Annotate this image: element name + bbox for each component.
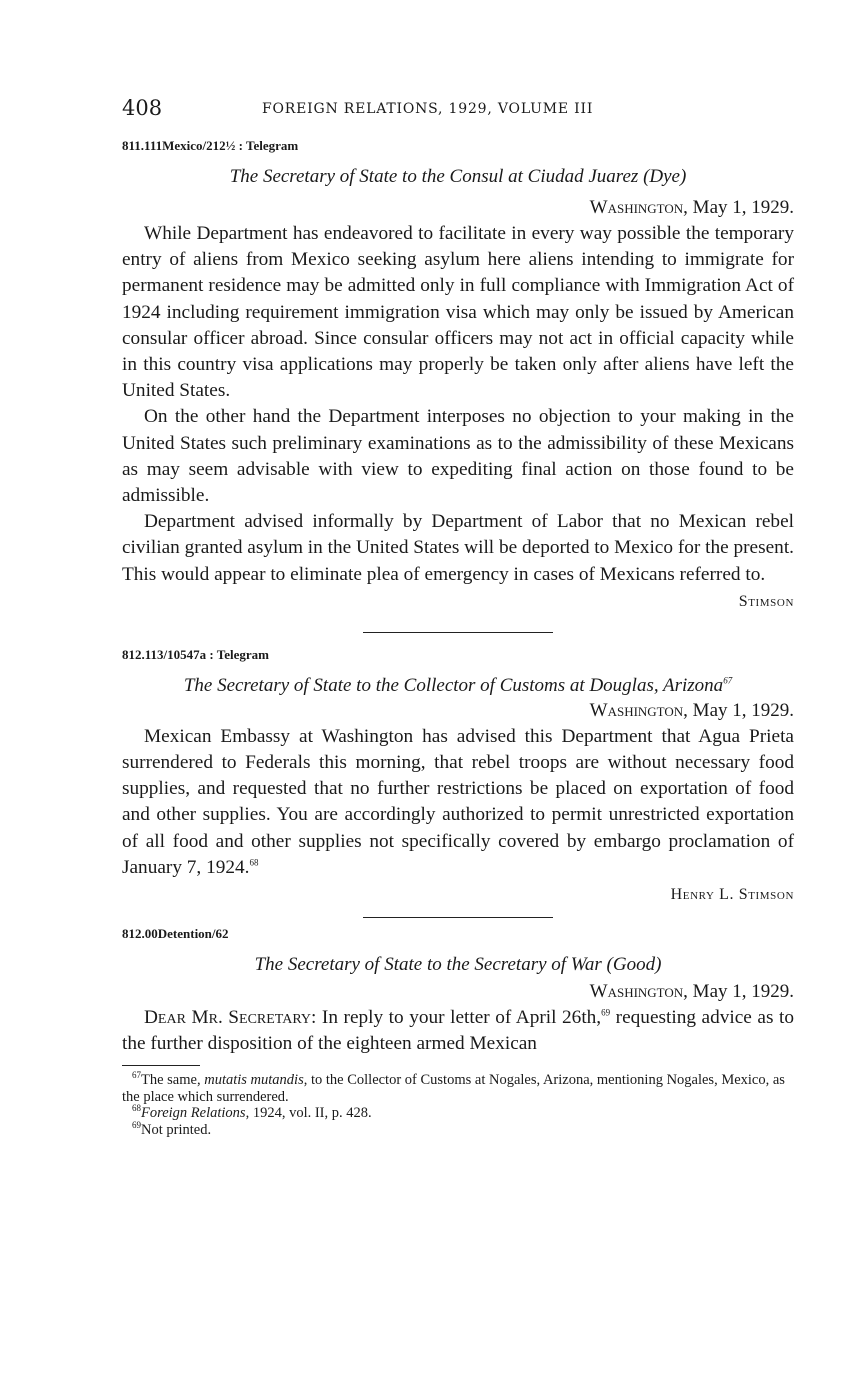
footnote-divider	[122, 1065, 200, 1066]
dateline-place: Washington	[589, 981, 684, 1003]
document-title	[122, 673, 794, 698]
signature: Henry L. Stimson	[670, 886, 794, 904]
dateline-date: , May 1, 1929.	[683, 699, 794, 721]
dateline	[122, 979, 794, 1005]
footnote-text: , 1924, vol. II, p. 428.	[245, 1105, 372, 1122]
footnote-number: 68	[132, 1103, 141, 1114]
dateline	[122, 698, 794, 724]
document-title: The Secretary of State to the Secretary of War (Good)	[254, 954, 662, 976]
document-title: The Secretary of State to the Consul at Ciudad Juarez (Dye)	[229, 166, 687, 187]
dateline-place: Washington	[589, 197, 684, 218]
footnote-marker: 68	[249, 857, 259, 868]
footnote-text: Not printed.	[141, 1121, 212, 1138]
footnote-text: The same,	[141, 1072, 205, 1089]
body-paragraph: Department advised informally by Department of Labor that no Mexican rebel civilian granted asylum in the United States will be deported to Mexico for the present. This would appear to eliminate plea of emergency in cases of Mexicans referred to.	[122, 511, 794, 585]
footnote-text-italic: Foreign Relations	[141, 1105, 246, 1122]
body-paragraph	[122, 724, 794, 881]
page-number: 408	[122, 96, 163, 120]
body-paragraph: While Department has endeavored to facilitate in every way possible the temporary entry of aliens from Mexico seeking asylum here aliens intending to immigrate for permanent residence may be admitted only in full compliance with Immigration Act of 1924 including requirement immigration visa which may only be issued by American consular officer abroad. Since consular officers may not act in official capacity while in this country visa applications may properly be taken only after aliens have left the United States.	[122, 223, 794, 402]
file-reference: 811.111Mexico/212½ : Telegram	[122, 138, 299, 153]
running-head	[122, 96, 794, 126]
document-section-3	[122, 926, 794, 1057]
document-page	[122, 96, 794, 1138]
footnote-text-italic: mutatis mutandis	[204, 1072, 304, 1089]
body-paragraph: On the other hand the Department interposes no objection to your making in the United States such preliminary examinations as to the admissibility of these Mexicans as may seem advisable with view to expediting final action on those found to be admissible.	[122, 406, 794, 507]
footnote-number: 69	[132, 1120, 141, 1131]
running-head-title: FOREIGN RELATIONS, 1929, VOLUME III	[262, 101, 594, 117]
footnote	[122, 1105, 794, 1122]
document-section-2	[122, 647, 794, 907]
footnote-marker: 69	[601, 1007, 611, 1018]
body-paragraph-text: Mexican Embassy at Washington has advised this Department that Agua Prieta surrendered to Federals this morning, that rebel troops are without necessary food supplies, and requested that no further restrictions be placed on exportation of food and other supplies. You are accordingly authorized to permit unrestricted exportation of all food and other supplies not specifically covered by embargo proclamation of January 7, 1924.	[122, 725, 794, 878]
file-reference: 812.113/10547a : Telegram	[122, 646, 269, 662]
body-paragraph-text: requesting advice as to the further disposition of the eighteen armed Mexican	[122, 1007, 794, 1055]
footnote-number: 67	[132, 1070, 141, 1081]
section-divider	[363, 917, 553, 918]
dateline-date: , May 1, 1929.	[683, 197, 794, 218]
file-reference: 812.00Detention/62	[122, 926, 229, 942]
body-paragraph-text: : In reply to your letter of April 26th,	[311, 1007, 602, 1029]
signature: Stimson	[738, 592, 794, 610]
dateline	[122, 195, 794, 221]
dateline-date: , May 1, 1929.	[683, 981, 794, 1003]
footnote	[122, 1122, 794, 1139]
document-section-1	[122, 138, 794, 614]
document-title-text: The Secretary of State to the Collector of Customs at Douglas, Arizona	[183, 674, 724, 696]
salutation: Dear Mr. Secretary	[144, 1007, 312, 1029]
footnote-text: , to the Collector of Customs at Nogales, Arizona, mentioning Nogales, Mexico, as the place which surrendered.	[122, 1072, 785, 1105]
section-divider	[363, 632, 553, 633]
body-paragraph	[122, 1005, 794, 1057]
footnotes	[122, 1072, 794, 1138]
dateline-place: Washington	[589, 699, 684, 721]
footnote-marker: 67	[723, 675, 733, 686]
footnote	[122, 1072, 794, 1105]
